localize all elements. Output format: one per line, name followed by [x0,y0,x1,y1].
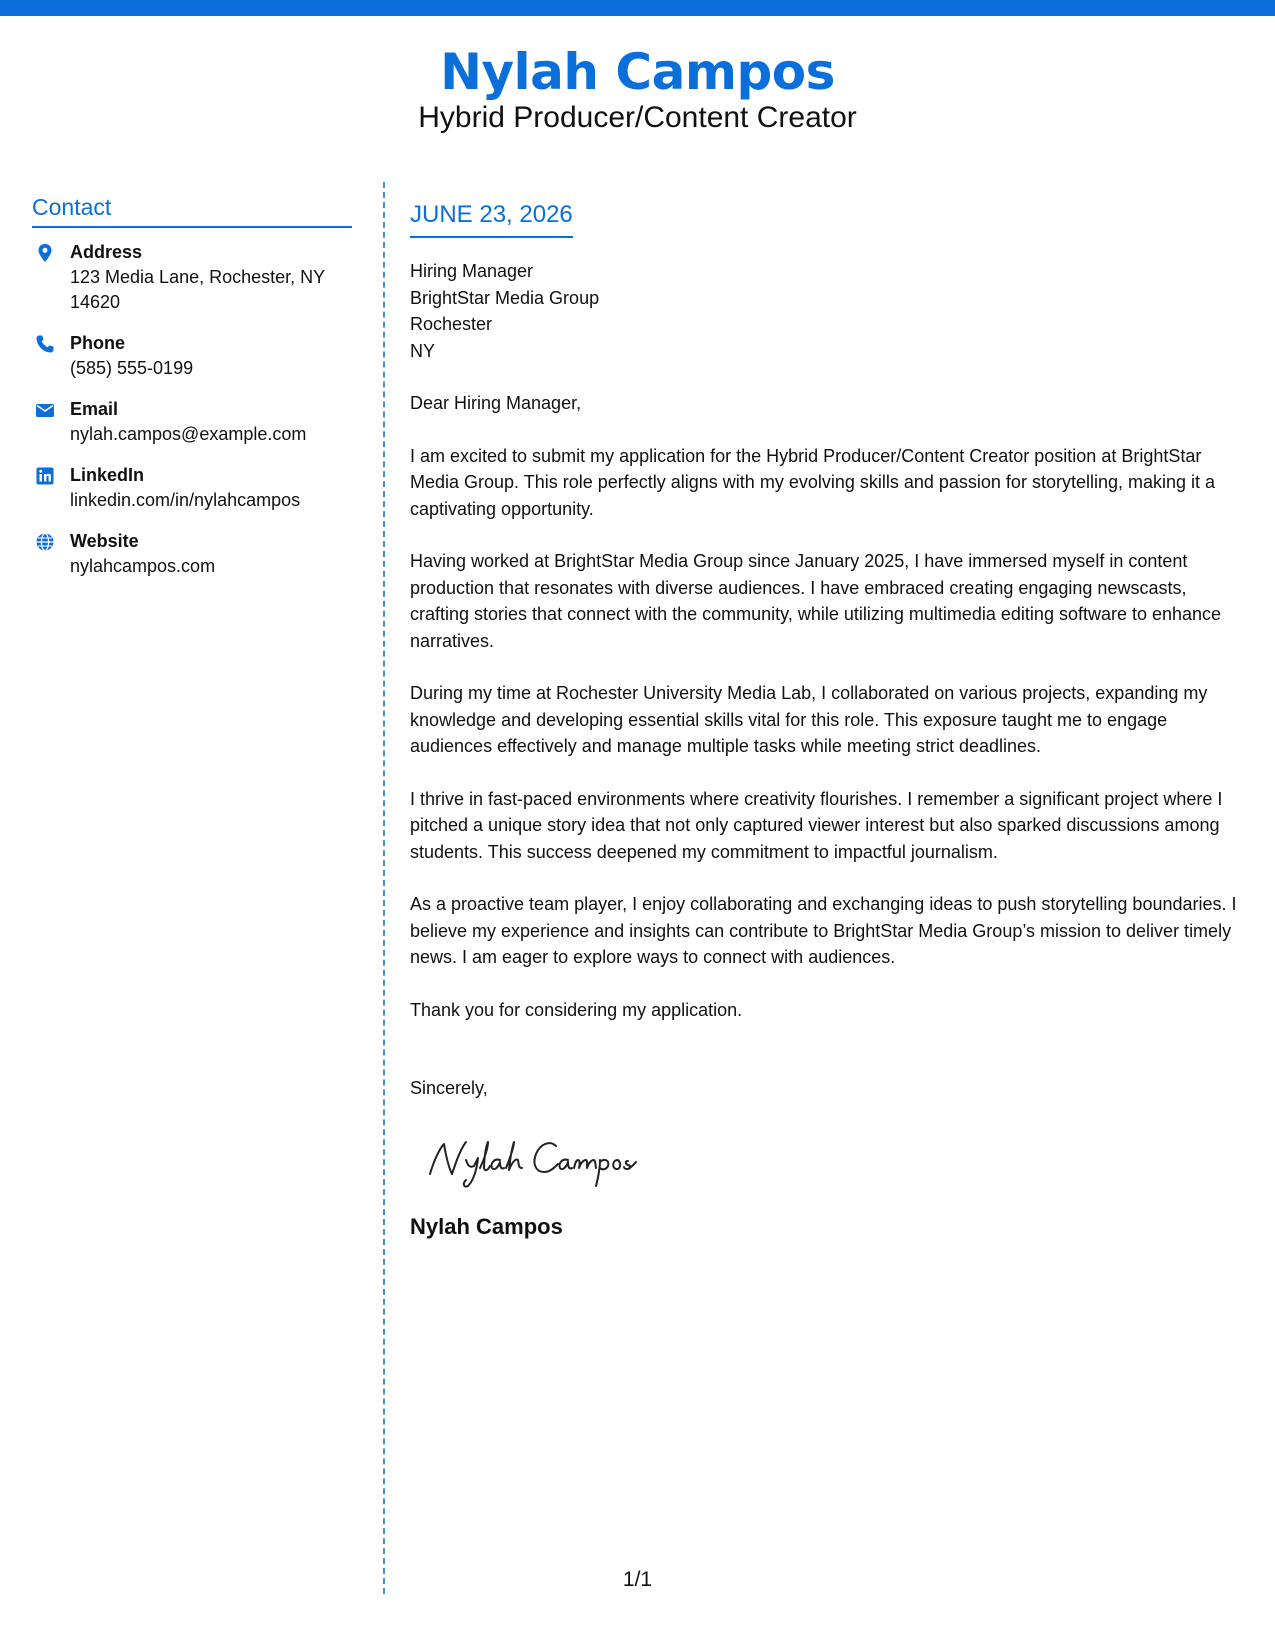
contact-item-email [32,397,352,447]
handwritten-signature [422,1130,662,1190]
envelope-icon [35,400,55,420]
contact-label-address: Address [70,242,143,262]
recipient-line: BrightStar Media Group [410,287,600,308]
body-paragraph: I thrive in fast-paced environments where creativity flourishes. I remember a significant project where I pitched a unique story idea that not only captured viewer interest but also sparked discussions among students. This success deepened my commitment to impactful journalism. [410,788,1223,862]
applicant-name: Nylah Campos [440,43,835,101]
body-paragraph: During my time at Rochester University Media Lab, I collaborated on various projects, expanding my knowledge and developing essential skills vital for this role. This exposure taught me to engage audiences effectively and manage multiple tasks while meeting strict deadlines. [410,683,1208,756]
contact-value-phone: (585) 555-0199 [70,358,194,378]
contact-value-linkedin[interactable]: linkedin.com/in/nylahcampos [70,490,301,510]
contact-label-phone: Phone [70,333,126,353]
salutation: Dear Hiring Manager, [410,393,582,413]
body-paragraph: I am excited to submit my application for the Hybrid Producer/Content Creator position at BrightStar Media Group. This role perfectly aligns with my evolving skills and passion for storytelling, making it a captivating opportunity. [410,445,1216,519]
page-number: 1/1 [622,1568,653,1591]
contact-label-website: Website [70,531,139,551]
contact-label-email: Email [70,399,119,419]
contact-value-website[interactable]: nylahcampos.com [70,556,216,576]
body-paragraph: Thank you for considering my application. [410,999,743,1020]
letter-body [410,198,1250,1242]
recipient-line: NY [410,340,436,361]
body-paragraph: Having worked at BrightStar Media Group since January 2025, I have immersed myself in content production that resonates with diverse audiences. I have embraced creating engaging newscasts, crafting stories that connect with the community, while utilizing multimedia editing software to enhance narratives. [410,551,1222,651]
contact-item-linkedin [32,463,352,513]
top-accent-bar [0,0,1275,16]
body-paragraph: As a proactive team player, I enjoy collaborating and exchanging ideas to push storytelling boundaries. I believe my experience and insights can contribute to BrightStar Media Group’s mission to deliver timely news. I am eager to explore ways to connect with audiences. [410,894,1237,967]
contact-label-linkedin: LinkedIn [70,465,145,485]
job-title: Hybrid Producer/Content Creator [418,101,857,134]
map-pin-icon [35,243,55,263]
header [0,40,1275,136]
contact-value-address: 123 Media Lane, Rochester, NY 14620 [70,267,325,312]
linkedin-icon [35,466,55,486]
signed-name: Nylah Campos [410,1213,563,1239]
contact-heading: Contact [32,190,352,228]
contact-item-website [32,529,352,579]
phone-icon [35,334,55,354]
recipient-block [410,258,1250,364]
recipient-line: Hiring Manager [410,261,534,281]
contact-value-email[interactable]: nylah.campos@example.com [70,424,307,444]
globe-icon [35,532,55,552]
recipient-line: Rochester [410,314,493,334]
letter-date: JUNE 23, 2026 [410,198,573,238]
column-divider [383,182,385,1594]
contact-sidebar [32,190,352,595]
contact-item-address [32,240,352,315]
contact-item-phone [32,331,352,381]
closing: Sincerely, [410,1078,488,1098]
